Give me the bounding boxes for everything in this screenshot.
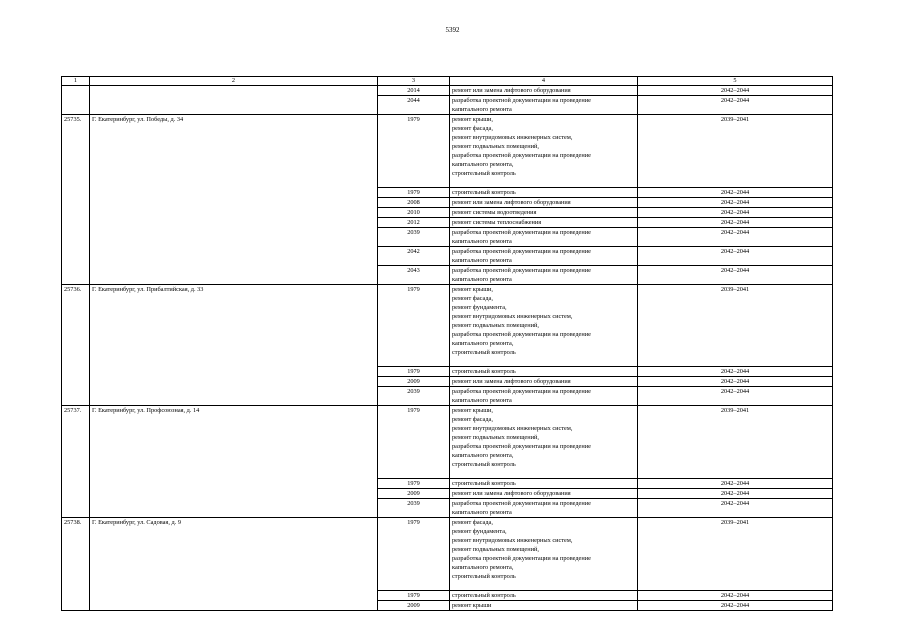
- work-type-cell: [450, 218, 638, 228]
- work-type-line: ремонт системы теплоснабжения: [452, 219, 542, 226]
- work-type-line: строительный контроль: [452, 189, 516, 196]
- column-header-4: 4: [450, 77, 638, 86]
- work-type-line: строительный контроль: [452, 592, 516, 599]
- work-type-line: капитального ремонта,: [452, 340, 514, 347]
- work-type-cell: [450, 367, 638, 377]
- period-cell: 2042–2044: [638, 218, 833, 228]
- work-type-cell: [450, 188, 638, 198]
- work-type-line: разработка проектной документации на проведение: [452, 555, 591, 562]
- work-type-line: [452, 357, 635, 366]
- work-type-line: ремонт внутридомовых инженерных систем,: [452, 134, 573, 141]
- year-cell: 1979: [378, 115, 450, 188]
- period-cell: 2042–2044: [638, 266, 833, 285]
- year-cell: 1979: [378, 406, 450, 479]
- year-cell: 2012: [378, 218, 450, 228]
- work-type-line: строительный контроль: [452, 170, 516, 177]
- column-header-1: 1: [62, 77, 90, 86]
- work-type-line: капитального ремонта,: [452, 564, 514, 571]
- column-header-3: 3: [378, 77, 450, 86]
- work-type-line: строительный контроль: [452, 368, 516, 375]
- work-type-line: ремонт подвальных помещений,: [452, 546, 539, 553]
- period-cell: 2042–2044: [638, 228, 833, 247]
- work-type-line: ремонт внутридомовых инженерных систем,: [452, 425, 573, 432]
- work-type-cell: [450, 406, 638, 479]
- year-cell: 1979: [378, 188, 450, 198]
- work-type-cell: [450, 377, 638, 387]
- work-type-line: ремонт крыши,: [452, 407, 494, 414]
- period-cell: 2042–2044: [638, 499, 833, 518]
- work-type-cell: [450, 228, 638, 247]
- period-cell: 2042–2044: [638, 367, 833, 377]
- work-type-line: строительный контроль: [452, 461, 516, 468]
- work-type-cell: [450, 198, 638, 208]
- year-cell: 2039: [378, 499, 450, 518]
- period-cell: 2042–2044: [638, 198, 833, 208]
- work-type-line: [452, 581, 635, 590]
- object-number-cell: 25735.: [62, 115, 90, 285]
- year-cell: 1979: [378, 518, 450, 591]
- period-cell: 2042–2044: [638, 96, 833, 115]
- table-row: [62, 406, 833, 479]
- work-type-line: капитального ремонта: [452, 397, 512, 404]
- work-type-line: капитального ремонта: [452, 238, 512, 245]
- work-type-line: ремонт или замена лифтового оборудования: [452, 490, 571, 497]
- year-cell: 1979: [378, 479, 450, 489]
- object-number-cell: 25738.: [62, 518, 90, 611]
- work-type-line: капитального ремонта: [452, 509, 512, 516]
- period-cell: 2042–2044: [638, 247, 833, 266]
- work-type-line: разработка проектной документации на проведение: [452, 331, 591, 338]
- capital-repair-table: [61, 76, 833, 611]
- year-cell: 2042: [378, 247, 450, 266]
- work-type-line: ремонт или замена лифтового оборудования: [452, 378, 571, 385]
- year-cell: 1979: [378, 367, 450, 377]
- work-type-line: капитального ремонта: [452, 257, 512, 264]
- work-type-cell: [450, 489, 638, 499]
- work-type-line: капитального ремонта: [452, 106, 512, 113]
- table-row: [62, 86, 833, 96]
- work-type-line: ремонт системы водоотведения: [452, 209, 537, 216]
- work-type-line: разработка проектной документации на проведение: [452, 443, 591, 450]
- work-type-line: разработка проектной документации на проведение: [452, 500, 591, 507]
- work-type-cell: [450, 591, 638, 601]
- work-type-line: ремонт фундамента,: [452, 528, 507, 535]
- work-type-cell: [450, 285, 638, 367]
- year-cell: 2039: [378, 228, 450, 247]
- work-type-line: ремонт крыши: [452, 602, 492, 609]
- column-header-2: 2: [90, 77, 378, 86]
- work-type-line: ремонт крыши,: [452, 286, 494, 293]
- work-type-line: ремонт фасада,: [452, 416, 493, 423]
- period-cell: 2042–2044: [638, 86, 833, 96]
- period-cell: 2039–2041: [638, 285, 833, 367]
- work-type-line: капитального ремонта: [452, 276, 512, 283]
- work-type-line: [452, 469, 635, 478]
- work-type-line: капитального ремонта,: [452, 452, 514, 459]
- work-type-line: ремонт подвальных помещений,: [452, 434, 539, 441]
- work-type-line: ремонт внутридомовых инженерных систем,: [452, 313, 573, 320]
- period-cell: 2042–2044: [638, 601, 833, 611]
- address-cell: Г. Екатеринбург, ул. Прибалтийская, д. 33: [90, 285, 378, 406]
- period-cell: 2042–2044: [638, 479, 833, 489]
- table-row: [62, 115, 833, 188]
- column-header-row: [62, 77, 833, 86]
- work-type-line: ремонт или замена лифтового оборудования: [452, 199, 571, 206]
- year-cell: 2044: [378, 96, 450, 115]
- year-cell: 1979: [378, 285, 450, 367]
- work-type-line: капитального ремонта,: [452, 161, 514, 168]
- work-type-cell: [450, 601, 638, 611]
- period-cell: 2042–2044: [638, 387, 833, 406]
- period-cell: 2042–2044: [638, 377, 833, 387]
- address-cell: Г. Екатеринбург, ул. Профсоюзная, д. 14: [90, 406, 378, 518]
- year-cell: 1979: [378, 591, 450, 601]
- work-type-line: ремонт фасада,: [452, 125, 493, 132]
- work-type-cell: [450, 208, 638, 218]
- address-cell: Г. Екатеринбург, ул. Садовая, д. 9: [90, 518, 378, 611]
- work-type-cell: [450, 499, 638, 518]
- work-type-line: ремонт подвальных помещений,: [452, 322, 539, 329]
- work-type-line: разработка проектной документации на проведение: [452, 267, 591, 274]
- period-cell: 2039–2041: [638, 406, 833, 479]
- work-type-cell: [450, 387, 638, 406]
- work-type-line: разработка проектной документации на проведение: [452, 388, 591, 395]
- period-cell: 2039–2041: [638, 115, 833, 188]
- work-type-line: ремонт фасада,: [452, 519, 493, 526]
- work-type-line: ремонт фундамента,: [452, 304, 507, 311]
- period-cell: 2042–2044: [638, 188, 833, 198]
- period-cell: 2042–2044: [638, 591, 833, 601]
- work-type-line: строительный контроль: [452, 573, 516, 580]
- work-type-line: ремонт крыши,: [452, 116, 494, 123]
- period-cell: 2039–2041: [638, 518, 833, 591]
- work-type-cell: [450, 518, 638, 591]
- period-cell: 2042–2044: [638, 208, 833, 218]
- year-cell: 2043: [378, 266, 450, 285]
- table-row: [62, 518, 833, 591]
- year-cell: 2010: [378, 208, 450, 218]
- object-number-cell: 25737.: [62, 406, 90, 518]
- year-cell: 2039: [378, 387, 450, 406]
- address-cell: [90, 86, 378, 115]
- work-type-cell: [450, 247, 638, 266]
- year-cell: 2014: [378, 86, 450, 96]
- work-type-line: строительный контроль: [452, 480, 516, 487]
- table-row: [62, 285, 833, 367]
- page-number: 5392: [445, 26, 460, 34]
- work-type-line: ремонт внутридомовых инженерных систем,: [452, 537, 573, 544]
- work-type-line: разработка проектной документации на проведение: [452, 152, 591, 159]
- year-cell: 2009: [378, 377, 450, 387]
- work-type-cell: [450, 86, 638, 96]
- object-number-cell: [62, 86, 90, 115]
- work-type-line: ремонт или замена лифтового оборудования: [452, 87, 571, 94]
- work-type-cell: [450, 479, 638, 489]
- work-type-cell: [450, 115, 638, 188]
- period-cell: 2042–2044: [638, 489, 833, 499]
- column-header-5: 5: [638, 77, 833, 86]
- work-type-line: строительный контроль: [452, 349, 516, 356]
- work-type-line: разработка проектной документации на проведение: [452, 248, 591, 255]
- year-cell: 2009: [378, 489, 450, 499]
- year-cell: 2008: [378, 198, 450, 208]
- work-type-line: ремонт фасада,: [452, 295, 493, 302]
- work-type-line: разработка проектной документации на проведение: [452, 97, 591, 104]
- table-body: [62, 77, 833, 611]
- work-type-line: разработка проектной документации на проведение: [452, 229, 591, 236]
- work-type-cell: [450, 96, 638, 115]
- work-type-cell: [450, 266, 638, 285]
- work-type-line: [452, 178, 635, 187]
- object-number-cell: 25736.: [62, 285, 90, 406]
- address-cell: Г. Екатеринбург, ул. Победы, д. 34: [90, 115, 378, 285]
- year-cell: 2009: [378, 601, 450, 611]
- work-type-line: ремонт подвальных помещений,: [452, 143, 539, 150]
